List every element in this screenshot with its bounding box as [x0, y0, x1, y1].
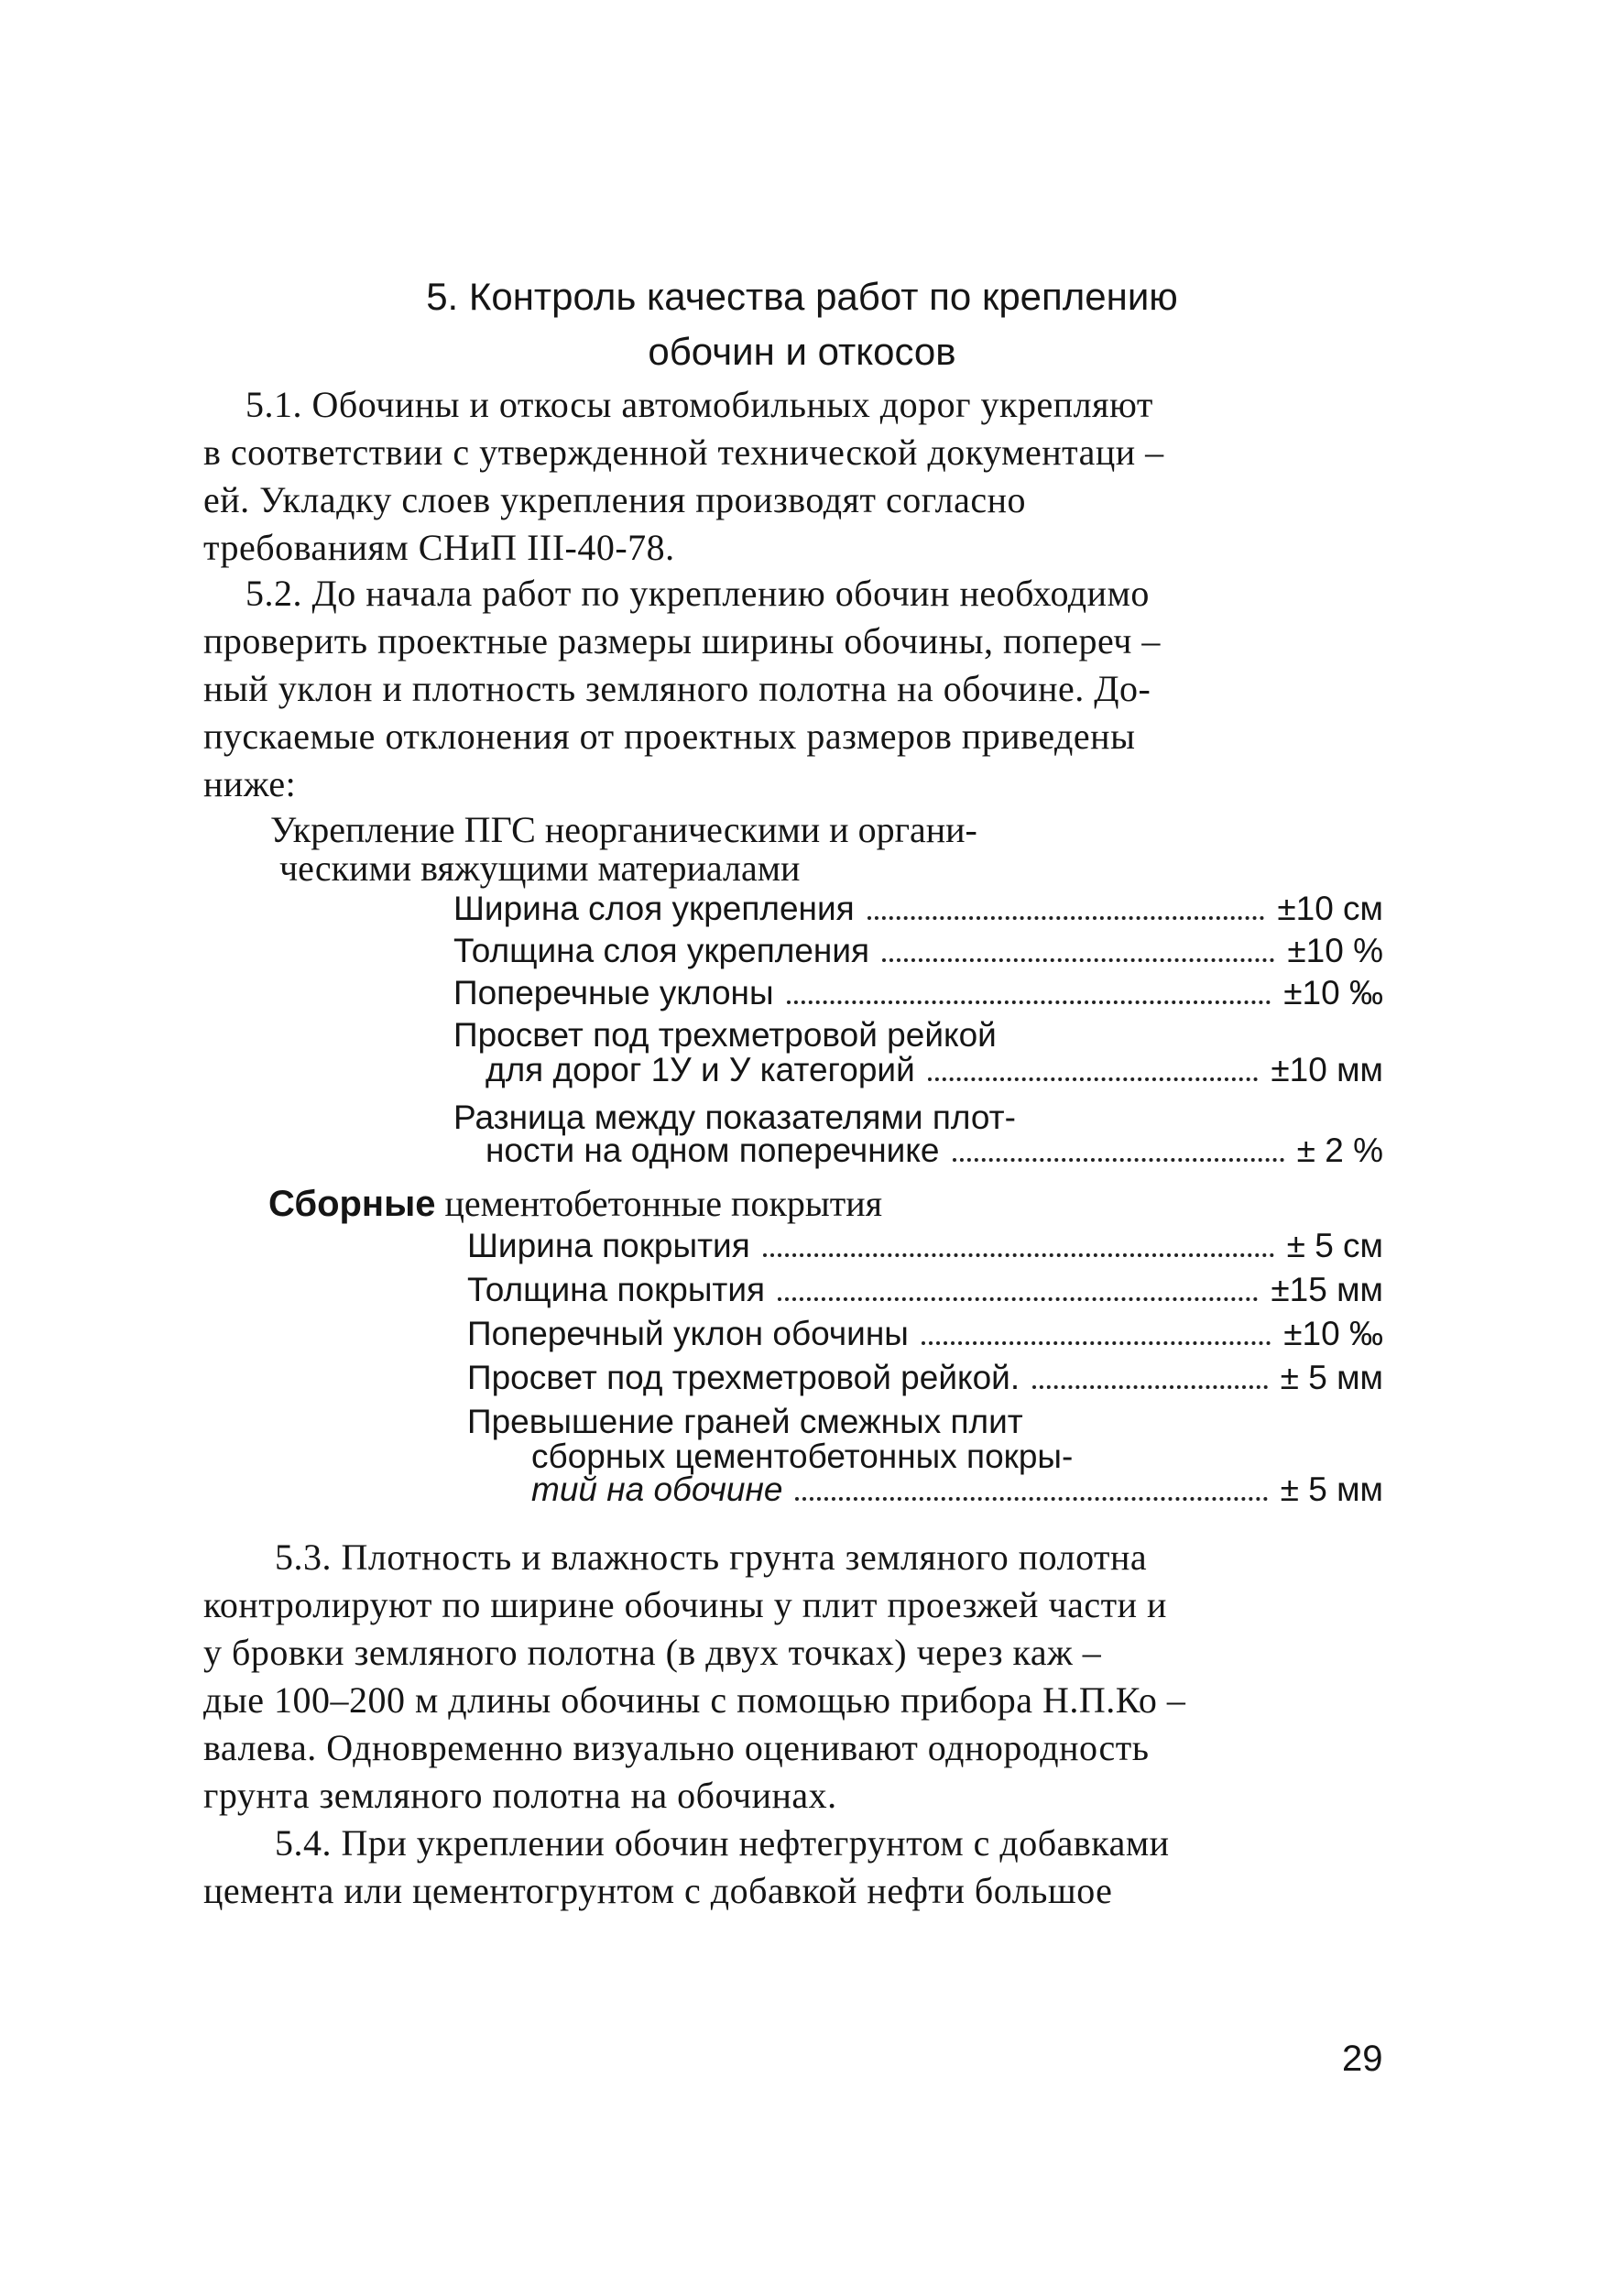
tolerance-label: Толщина покрытия — [467, 1271, 766, 1308]
tolerance-label: Просвет под трехметровой рейкой. — [467, 1359, 1020, 1396]
paragraph-5-1-line: в соответствии с утвержденной технической документаци – — [203, 432, 1164, 473]
tolerance-row — [486, 1131, 1383, 1171]
tolerance-row — [467, 1358, 1383, 1398]
dot-leader — [928, 1077, 1259, 1081]
paragraph-5-4-line: 5.4. При укреплении обочин нефтегрунтом с добавками — [275, 1822, 1170, 1864]
tolerance-label: Поперечные уклоны — [453, 974, 774, 1011]
tolerance-label: для дорог 1У и У категорий — [486, 1051, 915, 1088]
tolerance-value: ±10 ‰ — [1283, 974, 1383, 1011]
tolerance-section-title: ческими вяжущими материалами — [279, 847, 801, 889]
dot-leader — [882, 958, 1274, 962]
dot-leader — [1032, 1385, 1268, 1389]
paragraph-5-3-line: контролируют по ширине обочины у плит проезжей части и — [203, 1584, 1167, 1625]
tolerance-value: ±10 см — [1277, 890, 1383, 927]
tolerance-label: Ширина покрытия — [467, 1227, 750, 1264]
paragraph-5-1-line: 5.1. Обочины и откосы автомобильных дорог укрепляют — [246, 384, 1153, 425]
paragraph-5-2-line: проверить проектные размеры ширины обочины, попереч – — [203, 620, 1161, 661]
tolerance-label: Ширина слоя укрепления — [453, 890, 855, 927]
tolerance-row — [531, 1470, 1383, 1510]
dot-leader — [867, 916, 1265, 920]
paragraph-5-3-line: валева. Одновременно визуально оценивают однородность — [203, 1727, 1150, 1768]
tolerance-value: ± 2 % — [1296, 1132, 1383, 1169]
paragraph-5-1-line: требованиям СНиП III-40-78. — [203, 527, 675, 568]
tolerance-row — [453, 931, 1383, 971]
paragraph-5-3-line: грунта земляного полотна на обочинах. — [203, 1775, 837, 1816]
tolerance-section-title: Укрепление ПГС неорганическими и органи- — [270, 809, 977, 850]
paragraph-5-1-line: ей. Укладку слоев укрепления производят согласно — [203, 479, 1027, 520]
paragraph-5-4-line: цемента или цементогрунтом с добавкой нефти большое — [203, 1870, 1113, 1911]
tolerance-section-title — [268, 1182, 882, 1226]
tolerance-label: ности на одном поперечнике — [486, 1132, 940, 1169]
dot-leader — [787, 1000, 1271, 1004]
tolerance-row — [486, 1050, 1383, 1090]
tolerance-value: ± 5 см — [1286, 1227, 1383, 1264]
paragraph-5-3-line: 5.3. Плотность и влажность грунта земляного полотна — [275, 1536, 1148, 1578]
dot-leader — [778, 1297, 1258, 1301]
section-heading-line-1: 5. Контроль качества работ по креплению — [426, 275, 1178, 318]
tolerance-label: Просвет под трехметровой рейкой — [453, 1016, 997, 1054]
tolerance-row — [467, 1226, 1383, 1266]
paragraph-5-3-line: дые 100–200 м длины обочины с помощью прибора Н.П.Ко – — [203, 1679, 1186, 1721]
tolerance-row — [467, 1270, 1383, 1310]
paragraph-5-2-line: 5.2. До начала работ по укреплению обочин необходимо — [246, 573, 1150, 614]
tolerance-row — [467, 1314, 1383, 1354]
tolerance-value: ±15 мм — [1271, 1271, 1383, 1308]
tolerance-value: ±10 % — [1287, 932, 1383, 969]
dot-leader — [795, 1497, 1267, 1501]
page-number: 29 — [1342, 2039, 1383, 2079]
section-heading-line-2: обочин и откосов — [648, 330, 956, 373]
tolerance-value: ±10 мм — [1271, 1051, 1383, 1088]
paragraph-5-2-line: ный уклон и плотность земляного полотна на обочине. До- — [203, 668, 1151, 709]
tolerance-value: ±10 ‰ — [1283, 1315, 1383, 1352]
tolerance-value: ± 5 мм — [1280, 1359, 1383, 1396]
tolerance-label: сборных цементобетонных покры- — [531, 1438, 1074, 1475]
tolerance-row — [453, 973, 1383, 1013]
tolerance-label: Разница между показателями плот- — [453, 1099, 1016, 1136]
paragraph-5-2-line: пускаемые отклонения от проектных размеров приведены — [203, 716, 1136, 757]
tolerance-label: Поперечный уклон обочины — [467, 1315, 909, 1352]
tolerance-label: Превышение граней смежных плит — [467, 1403, 1023, 1440]
tolerance-value: ± 5 мм — [1280, 1471, 1383, 1508]
paragraph-5-3-line: у бровки земляного полотна (в двух точках) через каж – — [203, 1632, 1102, 1673]
tolerance-row — [453, 889, 1383, 929]
section-title-bold: Сборные — [268, 1184, 436, 1224]
dot-leader — [922, 1341, 1271, 1345]
tolerance-label: Толщина слоя укрепления — [453, 932, 870, 969]
dot-leader — [763, 1253, 1274, 1257]
tolerance-label: тий на обочине — [531, 1471, 783, 1508]
paragraph-5-2-line: ниже: — [203, 763, 297, 804]
section-title-rest: цементобетонные покрытия — [435, 1183, 883, 1224]
dot-leader — [953, 1158, 1284, 1162]
